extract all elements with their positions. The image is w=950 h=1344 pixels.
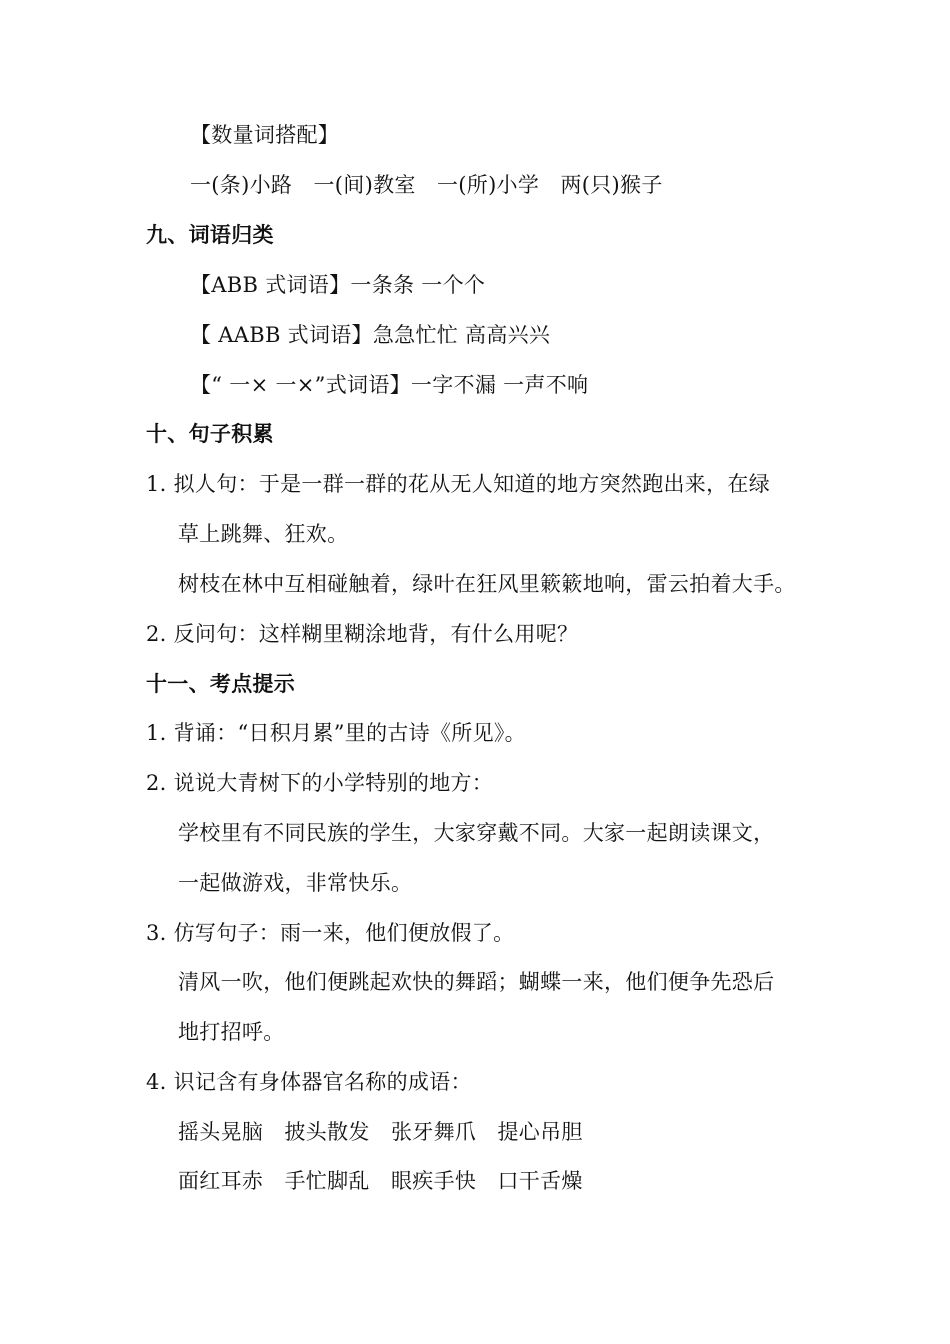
abb-words: 【ABB 式词语】一条条 一个个	[190, 273, 486, 297]
key-point-1: 1. 背诵：“日积月累”里的古诗《所见》。	[146, 721, 526, 745]
key-point-4: 4. 识记含有身体器官名称的成语：	[146, 1070, 472, 1094]
personification-sentence-line1: 1. 拟人句：于是一群一群的花从无人知道的地方突然跑出来，在绿	[146, 472, 771, 496]
heading-word-classification: 九、词语归类	[146, 223, 274, 247]
yi-yi-words: 【“ 一× 一×”式词语】一字不漏 一声不响	[190, 373, 589, 397]
quantifier-examples: 一(条)小路 一(间)教室 一(所)小学 两(只)猴子	[190, 173, 663, 197]
rhetorical-question: 2. 反问句：这样糊里糊涂地背，有什么用呢？	[146, 622, 579, 646]
key-point-2-answer-line1: 学校里有不同民族的学生，大家穿戴不同。大家一起朗读课文，	[178, 821, 775, 845]
personification-sentence-line2: 草上跳舞、狂欢。	[178, 522, 349, 546]
section-label-quantifier: 【数量词搭配】	[190, 123, 340, 147]
key-point-2: 2. 说说大青树下的小学特别的地方：	[146, 771, 494, 795]
heading-sentence-accumulation: 十、句子积累	[146, 422, 274, 446]
key-point-3: 3. 仿写句子：雨一来，他们便放假了。	[146, 921, 515, 945]
aabb-words: 【 AABB 式词语】急急忙忙 高高兴兴	[190, 323, 551, 347]
idioms-row-2: 面红耳赤 手忙脚乱 眼疾手快 口干舌燥	[178, 1169, 583, 1193]
key-point-3-answer-line2: 地打招呼。	[178, 1020, 285, 1044]
key-point-2-answer-line2: 一起做游戏，非常快乐。	[178, 871, 413, 895]
idioms-row-1: 摇头晃脑 披头散发 张牙舞爪 提心吊胆	[178, 1120, 583, 1144]
personification-example: 树枝在林中互相碰触着，绿叶在狂风里簌簌地响，雷云拍着大手。	[178, 572, 796, 596]
key-point-3-answer-line1: 清风一吹，他们便跳起欢快的舞蹈；蝴蝶一来，他们便争先恐后	[178, 970, 775, 994]
heading-key-points: 十一、考点提示	[146, 672, 296, 696]
